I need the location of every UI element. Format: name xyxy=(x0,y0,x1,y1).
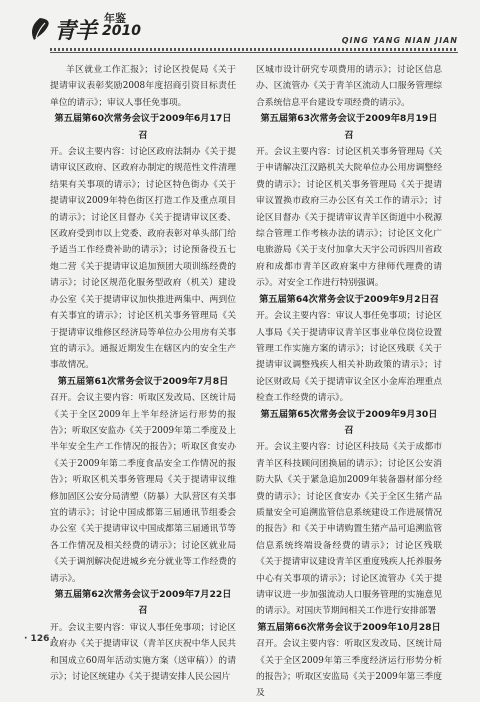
paragraph: 开。会议主要内容：审议人事任免事项；讨论区人事局《关于提请审议青羊区事业单位岗位设置管理工作实施方案的请示》；讨论区残联《关于提请审议调整残疾人相关补助政策的请示》；讨论区财政局《关于提请审议全区小金库治理重点检查工作经费的请示》。 xyxy=(256,311,442,404)
right-column xyxy=(256,62,442,699)
body-columns xyxy=(50,62,442,699)
meeting-heading: 第五届第63次常务会议于2009年8月19日召 xyxy=(260,113,438,141)
paragraph: 开。会议主要内容：讨论区政府法制办《关于提请审议区政府、区政府办制定的规范性文件清理结果有关事项的请示》；讨论区特色街办《关于提请审议2009年特色街区打造工作及重点项目的请示》；讨论区目督办《关于提请审议区委、区政府受到市以上党委、政府表彰对单头部门给予适当工作经费补助的请示》；讨论预备役五七炮二营《关于提请审议追加预团大项训练经费的请示》；讨论区规范化服务型政府（机关）建设办公室《关于提请审议加快推进两集中、两到位有关事宜的请示》；讨论区机关事务管理局《关于提请审议维修区经济局等单位办公用房有关事宜的请示》。通报近期发生在辖区内的安全生产事故情况。 xyxy=(50,147,236,371)
meeting-heading: 第五届第66次常务会议于2009年10月28日 xyxy=(257,621,441,633)
brand-title: 青羊 xyxy=(54,18,97,44)
meeting-heading: 第五届第65次常务会议于2009年9月30日召 xyxy=(260,408,438,436)
left-column xyxy=(50,62,236,683)
paragraph: 区城市设计研究专项费用的请示》；讨论区信息办、区流管办《关于青羊区流动人口服务管理综合系统信息平台建设专项经费的请示》。 xyxy=(256,65,442,108)
yearbook-logo xyxy=(22,8,172,50)
paragraph: 羊区就业工作汇报》；讨论区投促局《关于提请审议表彰奖励2008年度招商引资目标责任单位的请示》；审议人事任免事项。 xyxy=(50,65,236,108)
meeting-heading: 第五届第64次常务会议于2009年9月2日召 xyxy=(259,293,439,305)
paragraph: 开。会议主要内容：审议人事任免事项；讨论区政府办《关于提请审议（青羊区庆祝中华人民共和国成立60周年活动实施方案（送审稿））的请示》；讨论区统建办《关于提请安排人民公园片 xyxy=(50,622,236,683)
meeting-heading: 第五届第61次常务会议于2009年7月8日 xyxy=(57,375,229,387)
nianjian-label: 年鉴 xyxy=(104,12,126,25)
meeting-heading: 第五届第62次常务会议于2009年7月22日召 xyxy=(54,589,232,617)
meeting-heading: 第五届第60次常务会议于2009年6月17日召 xyxy=(54,113,232,141)
leaf-icon xyxy=(28,16,52,44)
paragraph: 召开。会议主要内容：听取区发改局、区统计局《关于全区2009年上半年经济运行形势的报告》；听取区安监办《关于2009年第二季度及上半年安全生产工作情况的报告》；听取区食安办《关于2009年第二季度食品安全工作情况的报告》；听取区机关事务管理局《关于提请审议维修加固区公安分局清塑（防暴）大队营区有关事宜的请示》；讨论中国成都第三届通讯节组委会办公室《关于提请审议中国成都第三届通讯节等各工作情况及相关经费的请示》；讨论区就业局《关于调剂解决促进城乡充分就业等工作经费的请示》。 xyxy=(50,393,236,584)
year-label: 2010 xyxy=(102,23,141,39)
paragraph: 开。会议主要内容：讨论区机关事务管理局《关于申请解决江汉路机关大院单位办公用房调整经费的请示》；讨论区机关事务管理局《关于提请审议置换市政府三办公区有关工作的请示》；讨论区目督办《关于提请审议青羊区街道中小税源综合管理工作考核办法的请示》；讨论区文化广电旅游局《关于支付加拿大天宇公司诉四川省政府和成都市青羊区政府案中方律师代理费的请示》。对安全工作进行特别强调。 xyxy=(256,147,442,289)
header-rule-thin xyxy=(50,52,458,53)
paragraph: 开。会议主要内容：讨论区科技局《关于成都市青羊区科技顾问团换届的请示》；讨论区公安消防大队《关于紧急追加2009年装备器材部分经费的请示》；讨论区食安办《关于全区生猪产品质量安全可追溯监管信息系统建设工作进展情况的报告》和《关于申请购置生猪产品可追溯监管信息系统终端设备经费的请示》；讨论区残联《关于提请审议建设青羊区重度残疾人托养服务中心有关事项的请示》；讨论区流管办《关于提请审议进一步加强流动人口服务管理的实施意见的请示》。对国庆节期间相关工作进行安排部署 xyxy=(256,442,442,617)
header-rule xyxy=(50,48,458,51)
page-header xyxy=(22,6,458,54)
header-pinyin: QING YANG NIAN JIAN xyxy=(341,36,458,45)
paragraph: 召开。会议主要内容：听取区发改局、区统计局《关于全区2009年第三季度经济运行形势分析的报告》；听取区安监局《关于2009年第三季度及 xyxy=(256,639,442,699)
page-number: · 126 · xyxy=(24,634,56,644)
